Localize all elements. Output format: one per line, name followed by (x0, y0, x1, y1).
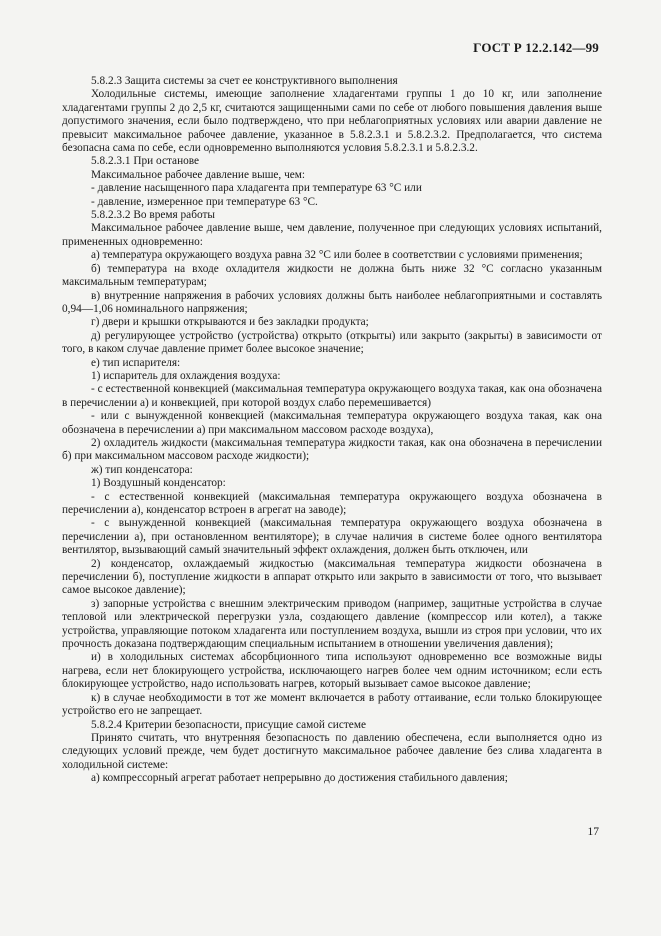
paragraph: Холодильные системы, имеющие заполнение хладагентами группы 1 до 10 кг, или заполнение хладагентами группы 2 до 2,5 кг, считаются защищенными сами по себе от любого повышения давления выше допустимого значения, если было подтверждено, что при неблагоприятных условиях или аварии давление не превысит максимальное рабочее давление, указанное в 5.8.2.3.1 и 5.8.2.3.2. Предполагается, что система безопасна сама по себе, если одновременно выполняются условия 5.8.2.3.1 и 5.8.2.3.2. (62, 88, 602, 155)
list-item: 1) Воздушный конденсатор: (91, 477, 226, 490)
list-item: ж) тип конденсатора: (91, 463, 193, 476)
paragraph: Принято считать, что внутренняя безопасность по давлению обеспечена, если выполняется одно из следующих условий прежде, чем будет достигнуто максимальное рабочее давление без слива хладагента в холодильной системе: (62, 731, 602, 771)
section-heading: 5.8.2.3 Защита системы за счет ее конструктивного выполнения (91, 75, 398, 87)
list-item: - с вынужденной конвекцией (максимальная температура окружающего воздуха обозначена в перечислении а), при остановленном вентиляторе); в случае наличия в системе более одного вентилятора вентилятор, вызывающий самый значительный эффект охлаждения, должен быть отключен, или (62, 517, 602, 557)
list-item: г) двери и крышки открываются и без закладки продукта; (91, 316, 369, 329)
paragraph: Максимальное рабочее давление выше, чем давление, полученное при следующих условиях испытаний, примененных одновременно: (62, 222, 602, 248)
list-item: в) внутренние напряжения в рабочих условиях должны быть наиболее неблагоприятными и составлять 0,94—1,06 номинального напряжения; (62, 289, 602, 315)
list-item: к) в случае необходимости в тот же момент включается в работу оттаивание, если только блокирующее устройство его не запрещает. (62, 691, 602, 718)
subsection-heading: 5.8.2.3.2 Во время работы (91, 209, 215, 222)
list-item: - с естественной конвекцией (максимальная температура окружающего воздуха такая, как она обозначена в перечислении а) и конвекцией, при которой воздух слабо перемешивается) (62, 383, 602, 409)
list-item: б) температура на входе охладителя жидкости не должна быть ниже 32 °С согласно указанным максимальным температурам; (62, 262, 602, 289)
list-item: д) регулирующее устройство (устройства) открыто (открыты) или закрыто (закрыты) в зависимости от того, в каком случае давление примет более высокое значение; (62, 329, 602, 356)
list-item: - давление, измеренное при температуре 63 °С. (91, 195, 318, 208)
list-item: 1) испаритель для охлаждения воздуха: (91, 369, 281, 382)
list-item: е) тип испарителя: (91, 356, 181, 369)
list-item: - давление насыщенного пара хладагента при температуре 63 °С или (91, 182, 422, 195)
list-item: и) в холодильных системах абсорбционного типа используют одновременно все возможные виды нагрева, если нет блокирующего устройства, исключающего нагрев более чем одним источником; если есть блокирующее устройство, надо использовать нагрев, который вызывает самое высокое давление; (62, 651, 602, 691)
standard-code-header: ГОСТ Р 12.2.142—99 (473, 40, 599, 55)
subsection-heading: 5.8.2.3.1 При останове (91, 155, 200, 168)
paragraph: Максимальное рабочее давление выше, чем: (91, 168, 306, 181)
section-heading: 5.8.2.4 Критерии безопасности, присущие самой системе (91, 718, 366, 731)
list-item: 2) охладитель жидкости (максимальная температура жидкости такая, как она обозначена в перечислении б) при максимальном массовом расходе жидкости); (62, 436, 602, 463)
list-item: а) температура окружающего воздуха равна 32 °С или более в соответствии с условиями применения; (91, 249, 583, 262)
page-number: 17 (587, 826, 599, 838)
document-body (62, 75, 602, 786)
list-item: 2) конденсатор, охлаждаемый жидкостью (максимальная температура жидкости обозначена в перечислении б), поступление жидкости в аппарат открыто или закрыто в зависимости от того, что вызывает самое высокое давление); (62, 557, 602, 597)
list-item: - с естественной конвекцией (максимальная температура окружающего воздуха обозначена в перечислении а), конденсатор встроен в агрегат на заводе); (62, 490, 602, 516)
list-item: а) компрессорный агрегат работает непрерывно до достижения стабильного давления; (91, 772, 508, 785)
list-item: - или с вынужденной конвекцией (максимальная температура окружающего воздуха такая, как она обозначена в перечислении а) при максимальном массовом расходе воздуха), (62, 410, 602, 436)
list-item: з) запорные устройства с внешним электрическим приводом (например, защитные устройства в случае тепловой или электрической перегрузки узла, создающего давление (компрессор или котел), а также устройства, управляющие потоком хладагента или поступлением воздуха, вышли из строя при условии, что их прочность доказана подтверждающим специальным испытанием в отношении увеличения давления); (62, 597, 602, 651)
